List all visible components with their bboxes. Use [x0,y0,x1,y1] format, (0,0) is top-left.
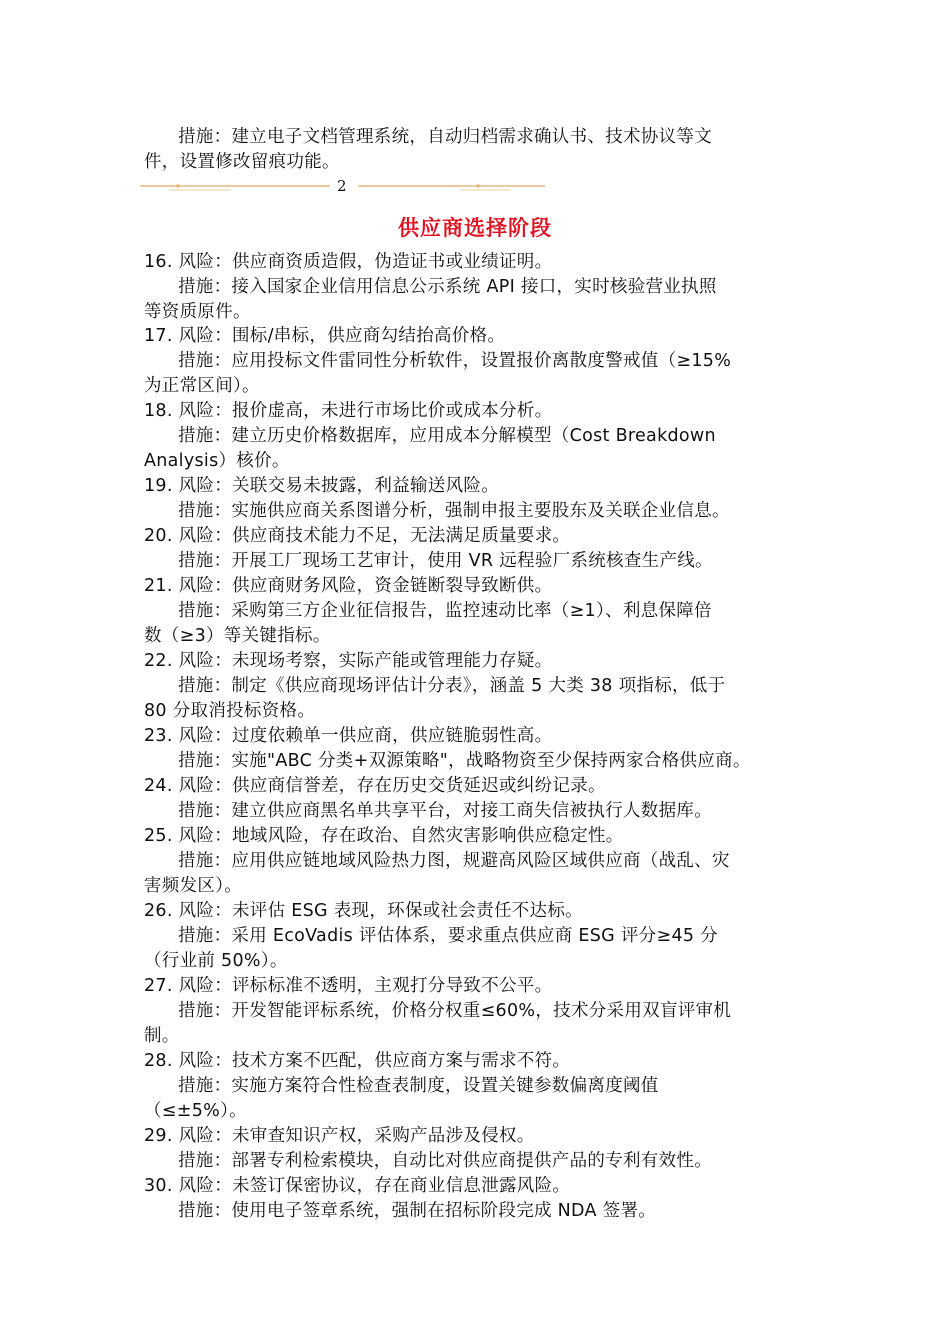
risk-line: 17. 风险：围标/串标，供应商勾结抬高价格。 [144,326,506,346]
risk-line: 21. 风险：供应商财务风险，资金链断裂导致断供。 [144,576,553,596]
risk-line: 数（≥3）等关键指标。 [144,626,331,646]
measure-line: 措施：实施供应商关系图谱分析，强制申报主要股东及关联企业信息。 [178,501,730,521]
measure-line: 措施：开展工厂现场工艺审计，使用 VR 远程验厂系统核查生产线。 [178,551,713,571]
measure-line: 措施：应用供应链地域风险热力图，规避高风险区域供应商（战乱、灾 [178,851,730,871]
measure-line: 措施：接入国家企业信用信息公示系统 API 接口，实时核验营业执照 [178,277,717,297]
risk-line: 25. 风险：地域风险，存在政治、自然灾害影响供应稳定性。 [144,826,624,846]
measure-line: 措施：实施"ABC 分类+双源策略"，战略物资至少保持两家合格供应商。 [178,751,751,771]
intro-measure-line-1: 措施：建立电子文档管理系统，自动归档需求确认书、技术协议等文 [178,127,712,147]
intro-measure-line-2: 件，设置修改留痕功能。 [144,152,340,172]
measure-line: 措施：实施方案符合性检查表制度，设置关键参数偏离度阈值 [178,1076,659,1096]
risk-line: 22. 风险：未现场考察，实际产能或管理能力存疑。 [144,651,553,671]
risk-line: （≤±5%）。 [144,1101,247,1121]
risk-line: 27. 风险：评标标准不透明，主观打分导致不公平。 [144,976,553,996]
measure-line: 措施：开发智能评标系统，价格分权重≤60%，技术分采用双盲评审机 [178,1001,732,1021]
measure-line: 措施：使用电子签章系统，强制在招标阶段完成 NDA 签署。 [178,1201,657,1221]
measure-line: 措施：建立供应商黑名单共享平台，对接工商失信被执行人数据库。 [178,801,712,821]
risk-line: （行业前 50%）。 [144,951,288,971]
risk-line: 23. 风险：过度依赖单一供应商，供应链脆弱性高。 [144,726,553,746]
risk-line: 制。 [144,1026,180,1046]
measure-line: 措施：制定《供应商现场评估计分表》，涵盖 5 大类 38 项指标，低于 [178,676,726,696]
measure-line: 措施：应用投标文件雷同性分析软件，设置报价离散度警戒值（≥15% [178,351,732,371]
risk-line: Analysis）核价。 [144,451,290,471]
risk-line: 26. 风险：未评估 ESG 表现，环保或社会责任不达标。 [144,901,583,921]
risk-line: 20. 风险：供应商技术能力不足，无法满足质量要求。 [144,526,571,546]
section-title: 供应商选择阶段 [398,216,552,240]
risk-line: 80 分取消投标资格。 [144,701,316,721]
risk-line: 等资质原件。 [144,302,251,322]
risk-line: 19. 风险：关联交易未披露，利益输送风险。 [144,476,499,496]
risk-line: 18. 风险：报价虚高，未进行市场比价或成本分析。 [144,401,553,421]
risk-line: 29. 风险：未审查知识产权，采购产品涉及侵权。 [144,1126,535,1146]
risk-line: 害频发区）。 [144,876,243,896]
risk-line: 为正常区间）。 [144,376,260,396]
measure-line: 措施：部署专利检索模块，自动比对供应商提供产品的专利有效性。 [178,1151,712,1171]
risk-line: 24. 风险：供应商信誉差，存在历史交货延迟或纠纷记录。 [144,776,606,796]
measure-line: 措施：采购第三方企业征信报告，监控速动比率（≥1）、利息保障倍 [178,601,712,621]
risk-line: 30. 风险：未签订保密协议，存在商业信息泄露风险。 [144,1176,571,1196]
page-number: 2 [337,177,347,195]
risk-line: 16. 风险：供应商资质造假，伪造证书或业绩证明。 [144,252,553,272]
measure-line: 措施：建立历史价格数据库，应用成本分解模型（Cost Breakdown [178,426,716,446]
risk-line: 28. 风险：技术方案不匹配，供应商方案与需求不符。 [144,1051,571,1071]
measure-line: 措施：采用 EcoVadis 评估体系，要求重点供应商 ESG 评分≥45 分 [178,926,718,946]
